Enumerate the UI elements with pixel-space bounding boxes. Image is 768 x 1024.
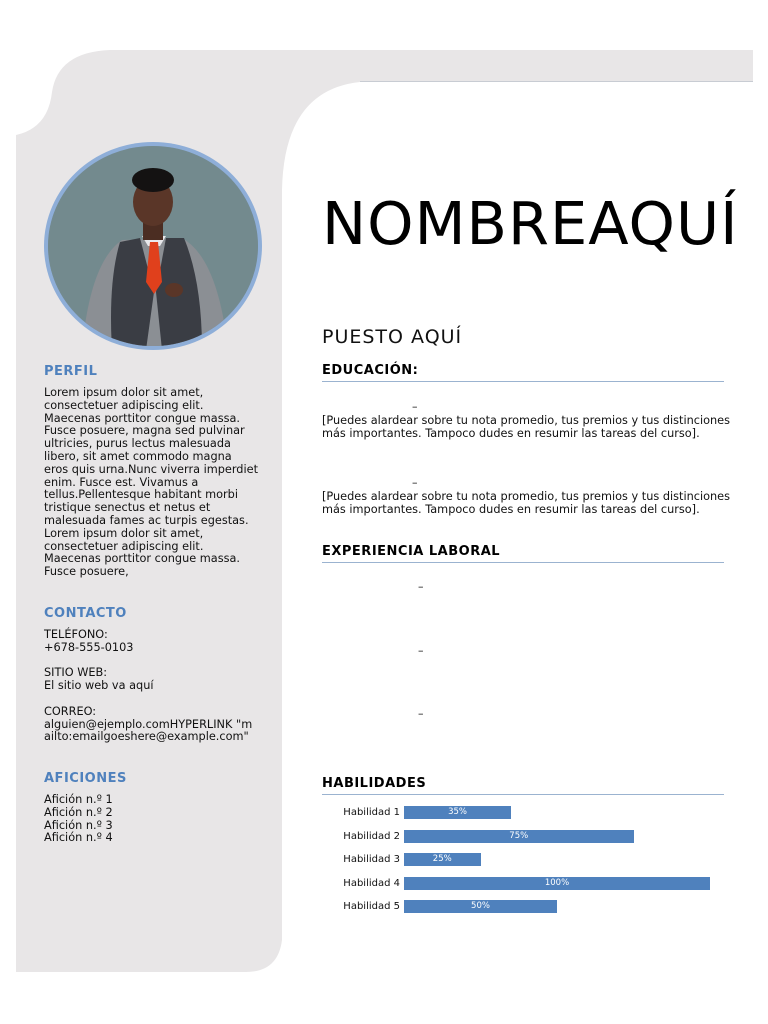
website-value[interactable]: El sitio web va aquí: [44, 679, 154, 693]
profile-text: Lorem ipsum dolor sit amet, consectetuer adipiscing elit. Maecenas porttitor congue massa. Fusce posuere, magna sed pulvinar ultricies, purus lectus malesuada libero, sit amet commodo magna eros quis urna.Nunc viverra imperdiet enim. Fusce est. Vivamus a tellus.Pellentesque habitant morbi tristique senectus et netus et malesuada fames ac turpis egestas. Lorem ipsum dolor sit amet, consectetuer adipiscing elit. Maecenas porttitor congue massa. Fusce posuere,: [44, 386, 258, 579]
experience-entry-dash: –: [418, 707, 424, 720]
skills-heading: HABILIDADES: [322, 776, 724, 795]
skill-bar: 75%: [404, 830, 634, 843]
website-label: SITIO WEB:: [44, 666, 108, 680]
hobby-item: Afición n.º 2: [44, 805, 113, 819]
email-label: CORREO:: [44, 704, 97, 718]
experience-heading: EXPERIENCIA LABORAL: [322, 544, 724, 563]
email-value[interactable]: alguien@ejemplo.comHYPERLINK "mailto:emailgoeshere@example.com": [44, 717, 253, 744]
skill-label: Habilidad 2: [343, 830, 400, 842]
contact-block: [44, 629, 259, 744]
hobbies-heading: AFICIONES: [44, 771, 127, 786]
phone-label: TELÉFONO:: [44, 628, 108, 641]
skill-label: Habilidad 3: [343, 854, 400, 866]
experience-entry-dash: –: [418, 644, 424, 657]
experience-entry-dash: –: [418, 580, 424, 593]
education-entry-dash: –: [412, 476, 418, 489]
phone-value: +678-555-0103: [44, 640, 134, 654]
skill-bar: 50%: [404, 900, 557, 913]
hobby-item: Afición n.º 3: [44, 818, 113, 832]
candidate-name: NOMBREAQUÍ: [322, 189, 739, 258]
hobby-item: Afición n.º 1: [44, 793, 113, 806]
job-title: PUESTO AQUÍ: [322, 326, 463, 348]
skill-label: Habilidad 4: [343, 877, 400, 889]
skill-bar: 25%: [404, 853, 481, 866]
skill-bar: 35%: [404, 806, 511, 819]
profile-heading: PERFIL: [44, 364, 98, 379]
skill-bar: 100%: [404, 877, 710, 890]
profile-photo: [42, 142, 264, 350]
education-entry-dash: –: [412, 400, 418, 413]
hobbies-list: [44, 794, 259, 845]
education-entry-description: [Puedes alardear sobre tu nota promedio, tus premios y tus distinciones más importantes. Tampoco dudes en resumir las tareas del curso].: [322, 490, 731, 516]
skill-label: Habilidad 1: [343, 807, 400, 818]
education-heading: EDUCACIÓN:: [322, 363, 724, 382]
education-entry-description: [Puedes alardear sobre tu nota promedio, tus premios y tus distinciones más importantes. Tampoco dudes en resumir las tareas del curso].: [322, 414, 731, 440]
contact-heading: CONTACTO: [44, 606, 127, 621]
hobby-item: Afición n.º 4: [44, 831, 113, 845]
skill-label: Habilidad 5: [343, 901, 400, 913]
